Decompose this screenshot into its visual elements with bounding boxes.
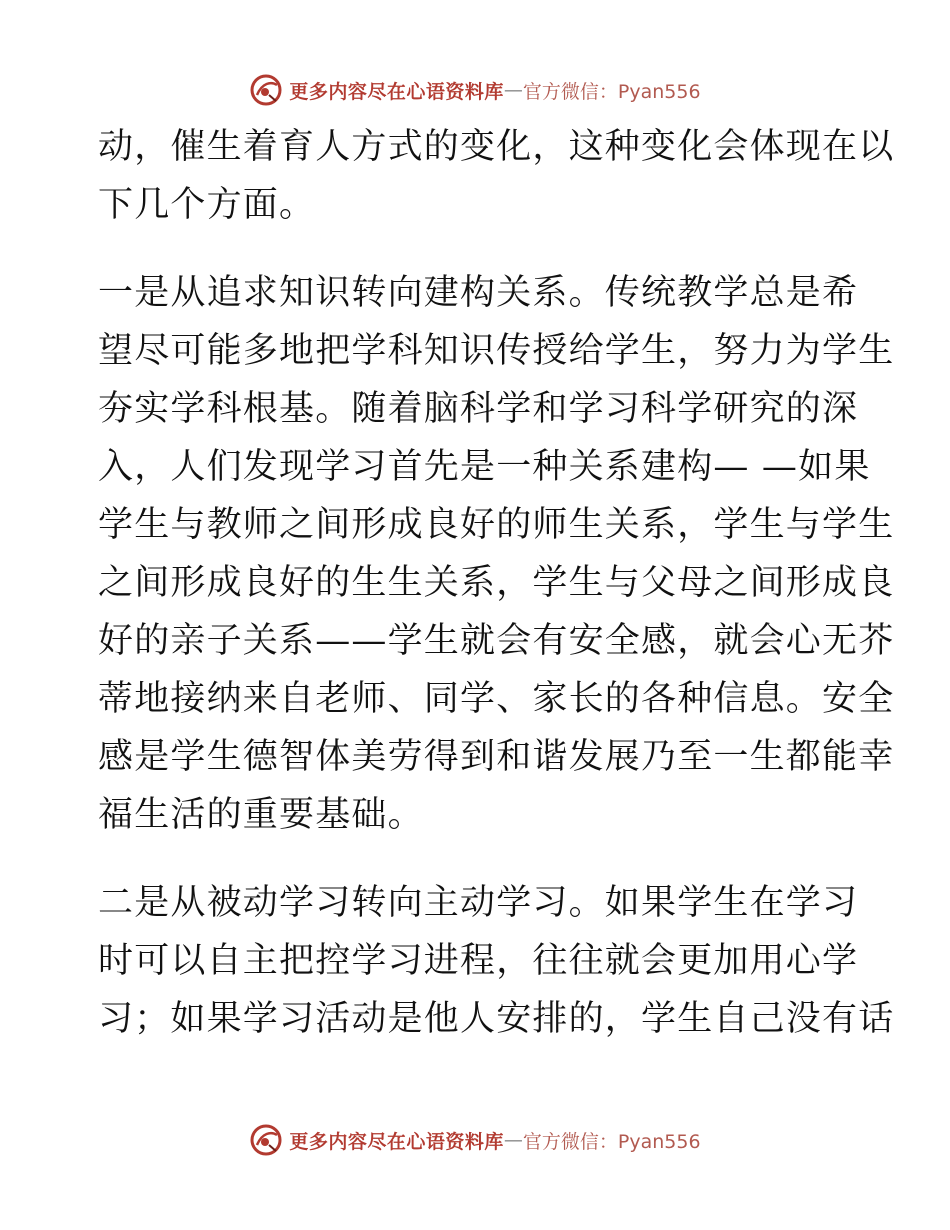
text-line: 之间形成良好的生生关系，学生与父母之间形成良 [98,563,895,603]
text-line: 动，催生着育人方式的变化，这种变化会体现在以 [98,127,895,167]
watermark-separator: — [503,79,523,101]
text-line: 望尽可能多地把学科知识传授给学生，努力为学生 [98,331,895,371]
watermark-separator: — [503,1129,523,1151]
watermark-contact: 官方微信：Pyan556 [522,80,701,103]
text-line: 感是学生德智体美劳得到和谐发展乃至一生都能幸 [98,737,895,777]
footer-watermark [0,1122,950,1158]
text-line: 习；如果学习活动是他人安排的，学生自己没有话 [98,999,895,1039]
text-line: 蒂地接纳来自老师、同学、家长的各种信息。安全 [98,679,895,719]
paragraph [98,264,895,844]
text-line: 一是从追求知识转向建构关系。传统教学总是希 [98,273,859,313]
paragraph-gap [98,234,858,264]
paragraph [98,874,895,1048]
document-body [98,118,895,1048]
paragraph-gap [98,844,858,874]
text-line: 入，人们发现学习首先是一种关系建构— —如果 [98,447,871,487]
text-line: 学生与教师之间形成良好的师生关系，学生与学生 [98,505,895,545]
seal-logo-icon [249,1123,283,1157]
text-line: 夯实学科根基。随着脑科学和学习科学研究的深 [98,389,859,429]
seal-logo-icon [249,73,283,107]
header-watermark [0,72,950,108]
text-line: 二是从被动学习转向主动学习。如果学生在学习 [98,883,859,923]
text-line: 下几个方面。 [98,185,316,225]
text-line: 时可以自主把控学习进程，往往就会更加用心学 [98,941,859,981]
watermark-text: 更多内容尽在心语资料库 [289,80,504,103]
text-line: 福生活的重要基础。 [98,795,424,835]
paragraph [98,118,895,234]
watermark-text: 更多内容尽在心语资料库 [289,1130,504,1153]
text-line: 好的亲子关系——学生就会有安全感，就会心无芥 [98,621,895,661]
watermark-contact: 官方微信：Pyan556 [522,1130,701,1153]
